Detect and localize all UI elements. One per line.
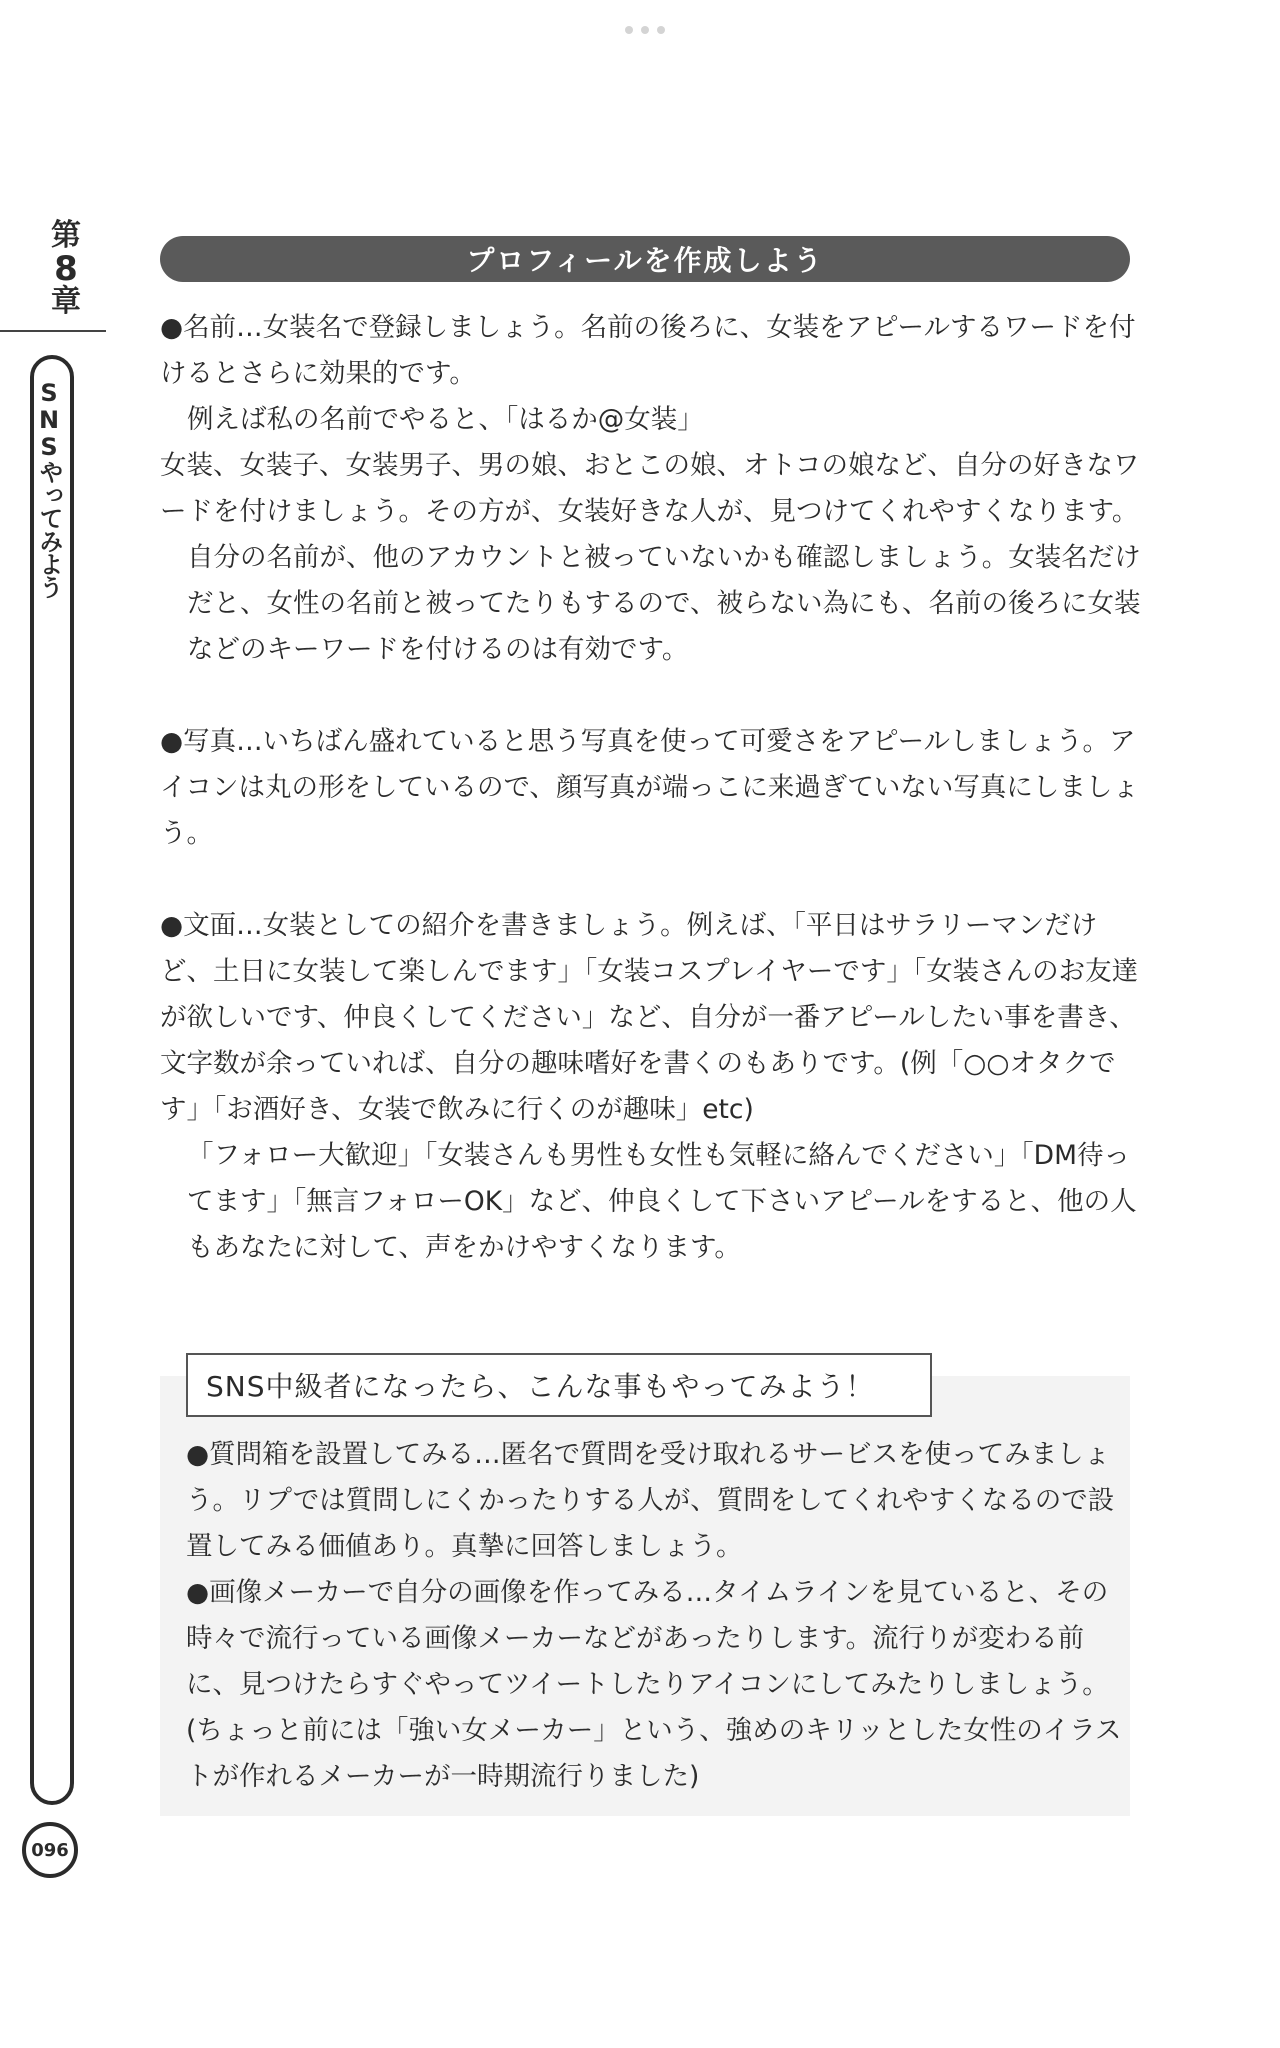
- spacer: [160, 673, 1150, 719]
- spacer: [160, 857, 1150, 903]
- chapter-divider: [0, 330, 106, 332]
- page-number: 096: [22, 1822, 78, 1878]
- chapter-side-tab: [30, 355, 74, 1805]
- body-text: [160, 305, 1150, 1271]
- paragraph-bio-friendly: 「フォロー大歓迎」「女装さんも男性も女性も気軽に絡んでください」「DM待ってます」「無言フォローOK」など、仲良くして下さいアピールをすると、他の人もあなたに対して、声をかけやすくなります。: [187, 1140, 1137, 1263]
- tip-heading: SNS中級者になったら、こんな事もやってみよう！: [186, 1353, 932, 1417]
- paragraph-photo: ●写真…いちばん盛れていると思う写真を使って可愛さをアピールしましょう。アイコンは丸の形をしているので、顔写真が端っこに来過ぎていない写真にしましょう。: [160, 726, 1139, 849]
- paragraph-bio: ●文面…女装としての紹介を書きましょう。例えば、「平日はサラリーマンだけど、土日に女装して楽しんでます」「女装コスプレイヤーです」「女装さんのお友達が欲しいです、仲良くしてください」など、自分が一番アピールしたい事を書き、文字数が余っていれば、自分の趣味嗜好を書くのもありです。(例「○○オタクです」「お酒好き、女装で飲みに行くのが趣味」etc): [160, 910, 1139, 1125]
- page-indicator-dots[interactable]: [625, 26, 665, 34]
- chapter-prefix: 第: [51, 218, 81, 253]
- paragraph-name-words: 女装、女装子、女装男子、男の娘、おとこの娘、オトコの娘など、自分の好きなワードを付けましょう。その方が、女装好きな人が、見つけてくれやすくなります。: [160, 450, 1140, 527]
- tip-item-image-maker: ●画像メーカーで自分の画像を作ってみる…タイムラインを見ていると、その時々で流行っている画像メーカーなどがあったりします。流行りが変わる前に、見つけたらすぐやってツイートしたりアイコンにしてみたりしましょう。(ちょっと前には「強い女メーカー」という、強めのキリッとした女性のイラストが作れるメーカーが一時期流行りました): [186, 1577, 1122, 1792]
- paragraph-name-check: 自分の名前が、他のアカウントと被っていないかも確認しましょう。女装名だけだと、女性の名前と被ってたりもするので、被らない為にも、名前の後ろに女装などのキーワードを付けるのは有効です。: [187, 542, 1141, 665]
- tip-item-question-box: ●質問箱を設置してみる…匿名で質問を受け取れるサービスを使ってみましょう。リプでは質問しにくかったりする人が、質問をしてくれやすくなるので設置してみる価値あり。真摯に回答しましょう。: [186, 1439, 1115, 1562]
- chapter-suffix: 章: [51, 284, 81, 319]
- tip-content: [186, 1432, 1126, 1800]
- paragraph-name-example: 例えば私の名前でやると、「はるか@女装」: [187, 404, 704, 435]
- chapter-label: [30, 220, 102, 318]
- chapter-number: 8: [54, 249, 78, 289]
- dot-icon: [641, 26, 649, 34]
- dot-icon: [625, 26, 633, 34]
- paragraph-name: ●名前…女装名で登録しましょう。名前の後ろに、女装をアピールするワードを付けるとさらに効果的です。: [160, 312, 1136, 389]
- dot-icon: [657, 26, 665, 34]
- chapter-side-title: SNSやってみよう: [35, 379, 63, 598]
- section-title: プロフィールを作成しよう: [160, 236, 1130, 282]
